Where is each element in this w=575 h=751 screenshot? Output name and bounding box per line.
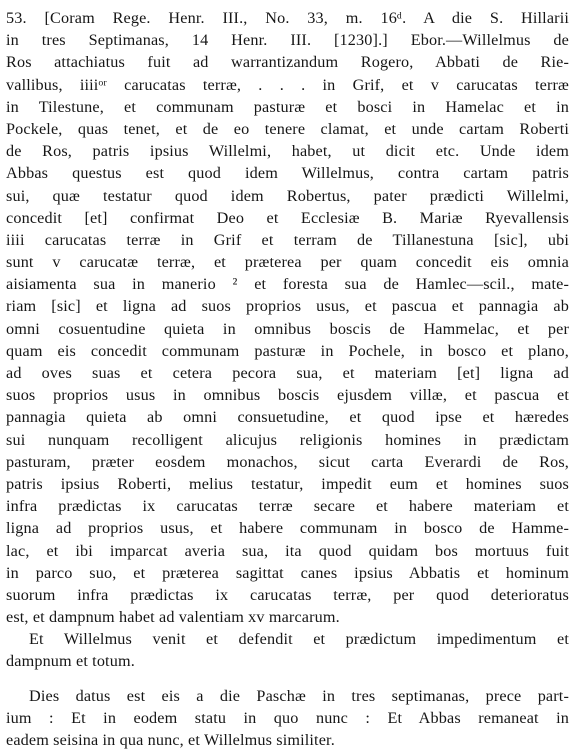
text-line: est, et dampnum habet ad valentiam xv marcarum. — [6, 608, 340, 627]
text-line: sui nunquam recolligent alicujus religionis homines in prædictam — [6, 430, 569, 449]
text-line: de Ros, patris ipsius Willelmi, habet, ut dicit etc. Unde idem — [6, 142, 569, 161]
paragraph-2 — [6, 628, 569, 672]
text-line: in tres Septimanas, 14 Henr. III. [1230].] Ebor.—Willelmus de — [6, 31, 569, 50]
paragraph-1 — [6, 7, 569, 628]
text-line: Dies datus est eis a die Paschæ in tres septimanas, prece part- — [29, 686, 569, 705]
text-line: Abbas questus est quod idem Willelmus, contra cartam patris — [6, 164, 569, 183]
document-text — [6, 7, 569, 751]
text-line: ium : Et in eodem statu in quo nunc : Et Abbas remaneat in — [6, 708, 569, 727]
text-line: Ros attachiatus fuit ad warrantizandum Rogero, Abbati de Rie- — [6, 53, 569, 72]
text-line: aisiamenta sua in manerio ² et foresta sua de Hamlec—scil., mate- — [6, 275, 569, 294]
text-line: Pockele, quas tenet, et de eo tenere clamat, et unde cartam Roberti — [6, 119, 569, 138]
text-line: suos proprios usus in omnibus boscis ejusdem villæ, et pascua et — [6, 386, 569, 405]
text-line: in parco suo, et præterea sagittat canes ipsius Abbatis et hominum — [6, 563, 569, 582]
text-line: vallibus, iiiiᵒʳ carucatas terræ, . . . in Grif, et v carucatas terræ — [6, 75, 569, 94]
text-line: lac, et ibi imparcat averia sua, ita quod quidam bos mortuus fuit — [6, 541, 569, 560]
text-line: quam eis concedit communam pasturæ in Pochele, in bosco et plano, — [6, 341, 569, 360]
text-line: infra prædictas ix carucatas terræ secare et habere materiam et — [6, 497, 569, 516]
text-line: ad oves suas et cetera pecora sua, et materiam [et] ligna ad — [6, 364, 569, 382]
text-line: 53. [Coram Rege. Henr. III., No. 33, m. 16ᵈ. A die S. Hillarii — [6, 9, 569, 27]
text-line: sunt v carucatæ terræ, et præterea per quam concedit eis omnia — [6, 253, 569, 272]
text-line: pannagia quieta ab omni consuetudine, et quod ipse et hæredes — [6, 408, 569, 427]
text-line: sui, quæ testatur quod idem Robertus, pater prædicti Willelmi, — [6, 186, 569, 205]
text-line: Et Willelmus venit et defendit et prædictum impedimentum et — [29, 630, 569, 649]
text-line: concedit [et] confirmat Deo et Ecclesiæ B. Mariæ Ryevallensis — [6, 208, 569, 227]
text-line: patris ipsius Roberti, melius testatur, impedit eum et homines suos — [6, 474, 569, 493]
paragraph-spacer — [6, 673, 569, 685]
text-line: in Tilestune, et communam pasturæ et bosci in Hamelac et in — [6, 97, 569, 116]
paragraph-3 — [6, 685, 569, 751]
text-line: eadem seisina in qua nunc, et Willelmus similiter. — [6, 731, 335, 749]
text-line: iiii carucatas terræ in Grif et terram de Tillanestuna [sic], ubi — [6, 230, 569, 249]
text-line: dampnum et totum. — [6, 652, 135, 671]
text-line: omni cosuentudine quieta in omnibus boscis de Hammelac, et per — [6, 319, 569, 338]
text-line: pasturam, præter eosdem monachos, sicut carta Everardi de Ros, — [6, 452, 569, 471]
text-line: riam [sic] et ligna ad suos proprios usus, et pascua et pannagia ab — [6, 297, 569, 316]
text-line: suorum infra prædictas ix carucatas terræ, per quod deterioratus — [6, 585, 569, 604]
text-line: ligna ad proprios usus, et habere communam in bosco de Hamme- — [6, 519, 569, 538]
